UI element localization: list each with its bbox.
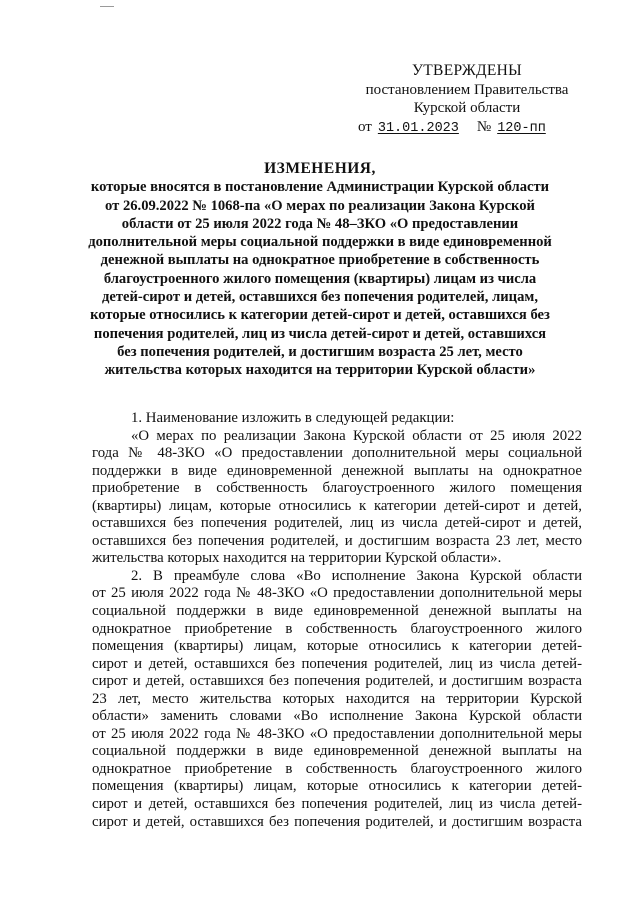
body-line: помещения (квартиры) лицам, которые относились к категории детей- [92, 638, 582, 655]
body-line: однократное приобретение в собственность благоустроенного жилого [92, 620, 582, 637]
body-line: сирот и детей, оставшихся без попечения родителей, и достигшим возраста [92, 673, 582, 690]
body-line: года № 48-ЗКО «О предоставлении дополнительной меры социальной [92, 445, 582, 462]
approval-stamp-block [348, 62, 586, 138]
approval-number-value: 120-пп [497, 120, 546, 136]
scan-artifact-mark [100, 6, 114, 7]
document-body [92, 410, 582, 831]
body-line: от 25 июля 2022 года № 48-ЗКО «О предоставлении дополнительной меры [92, 725, 582, 742]
body-line: (квартиры) лицам, которые относились к категории детей-сирот и детей, [92, 497, 582, 514]
title-line: жительства которых находится на территории Курской области» [104, 362, 536, 379]
title-line: денежной выплаты на однократное приобретение в собственность [100, 252, 540, 269]
body-line: от 25 июля 2022 года № 48-ЗКО «О предоставлении дополнительной меры [92, 585, 582, 602]
body-line: оставшихся без попечения родителей, лиц из числа детей-сирот и детей, [92, 515, 582, 532]
title-line: детей-сирот и детей, оставшихся без попечения родителей, лицам, [102, 289, 538, 306]
title-line: которые относились к категории детей-сирот и детей, оставшихся без [90, 307, 550, 324]
body-line: сирот и детей, оставшихся без попечения родителей, лиц из числа детей- [92, 655, 582, 672]
title-line: которые вносятся в постановление Администрации Курской области [90, 179, 550, 196]
title-heading: ИЗМЕНЕНИЯ, [264, 160, 376, 177]
title-line: без попечения родителей, и достигшим возраста 25 лет, место [117, 343, 523, 360]
approval-by-line: постановлением Правительства [365, 81, 569, 98]
title-line: попечения родителей, лиц из числа детей-сирот и детей, оставшихся [93, 325, 547, 342]
body-line: области» заменить словами «Во исполнение Закона Курской области [92, 708, 582, 725]
body-line: поддержки в виде единовременной денежной выплаты на однократное [92, 462, 582, 479]
body-line: социальной поддержки в виде единовременной денежной выплаты на [92, 603, 582, 620]
body-line: помещения (квартиры) лицам, которые относились к категории детей- [92, 778, 582, 795]
title-line: области от 25 июля 2022 года № 48–ЗКО «О предоставлении [121, 215, 519, 232]
title-line: благоустроенного жилого помещения (квартиры) лицам из числа [103, 270, 537, 287]
body-line: оставшихся без попечения родителей, и достигшим возраста 23 лет, место [92, 532, 582, 549]
title-line: дополнительной меры социальной поддержки в виде единовременной [88, 234, 552, 251]
title-line: от 26.09.2022 № 1068-па «О мерах по реализации Закона Курской [105, 197, 535, 214]
approval-date-value: 31.01.2023 [377, 120, 459, 136]
approval-date-number-line [348, 118, 586, 139]
body-line: приобретение в собственность благоустроенного жилого помещения [92, 480, 582, 497]
paragraph-1-heading: 1. Наименование изложить в следующей редакции: [131, 410, 455, 426]
body-line: социальной поддержки в виде единовременной денежной выплаты на [92, 743, 582, 760]
paragraph-2-start: 2. В преамбуле слова «Во исполнение Закона Курской области [131, 567, 582, 584]
approval-status: УТВЕРЖДЕНЫ [412, 62, 522, 79]
approval-date-prefix: от [358, 118, 372, 135]
body-line: однократное приобретение в собственность благоустроенного жилого [92, 760, 582, 777]
body-line: сирот и детей, оставшихся без попечения родителей, и достигшим возраста [92, 813, 582, 830]
body-line: жительства которых находится на территории Курской области». [92, 550, 502, 567]
body-line: 23 лет, место жительства которых находится на территории Курской [92, 690, 582, 707]
document-title [70, 160, 570, 380]
body-line: «О мерах по реализации Закона Курской области от 25 июля 2022 [131, 427, 582, 444]
approval-region: Курской области [413, 100, 521, 116]
body-line: сирот и детей, оставшихся без попечения родителей, лиц из числа детей- [92, 796, 582, 813]
approval-number-prefix: № [476, 118, 492, 135]
